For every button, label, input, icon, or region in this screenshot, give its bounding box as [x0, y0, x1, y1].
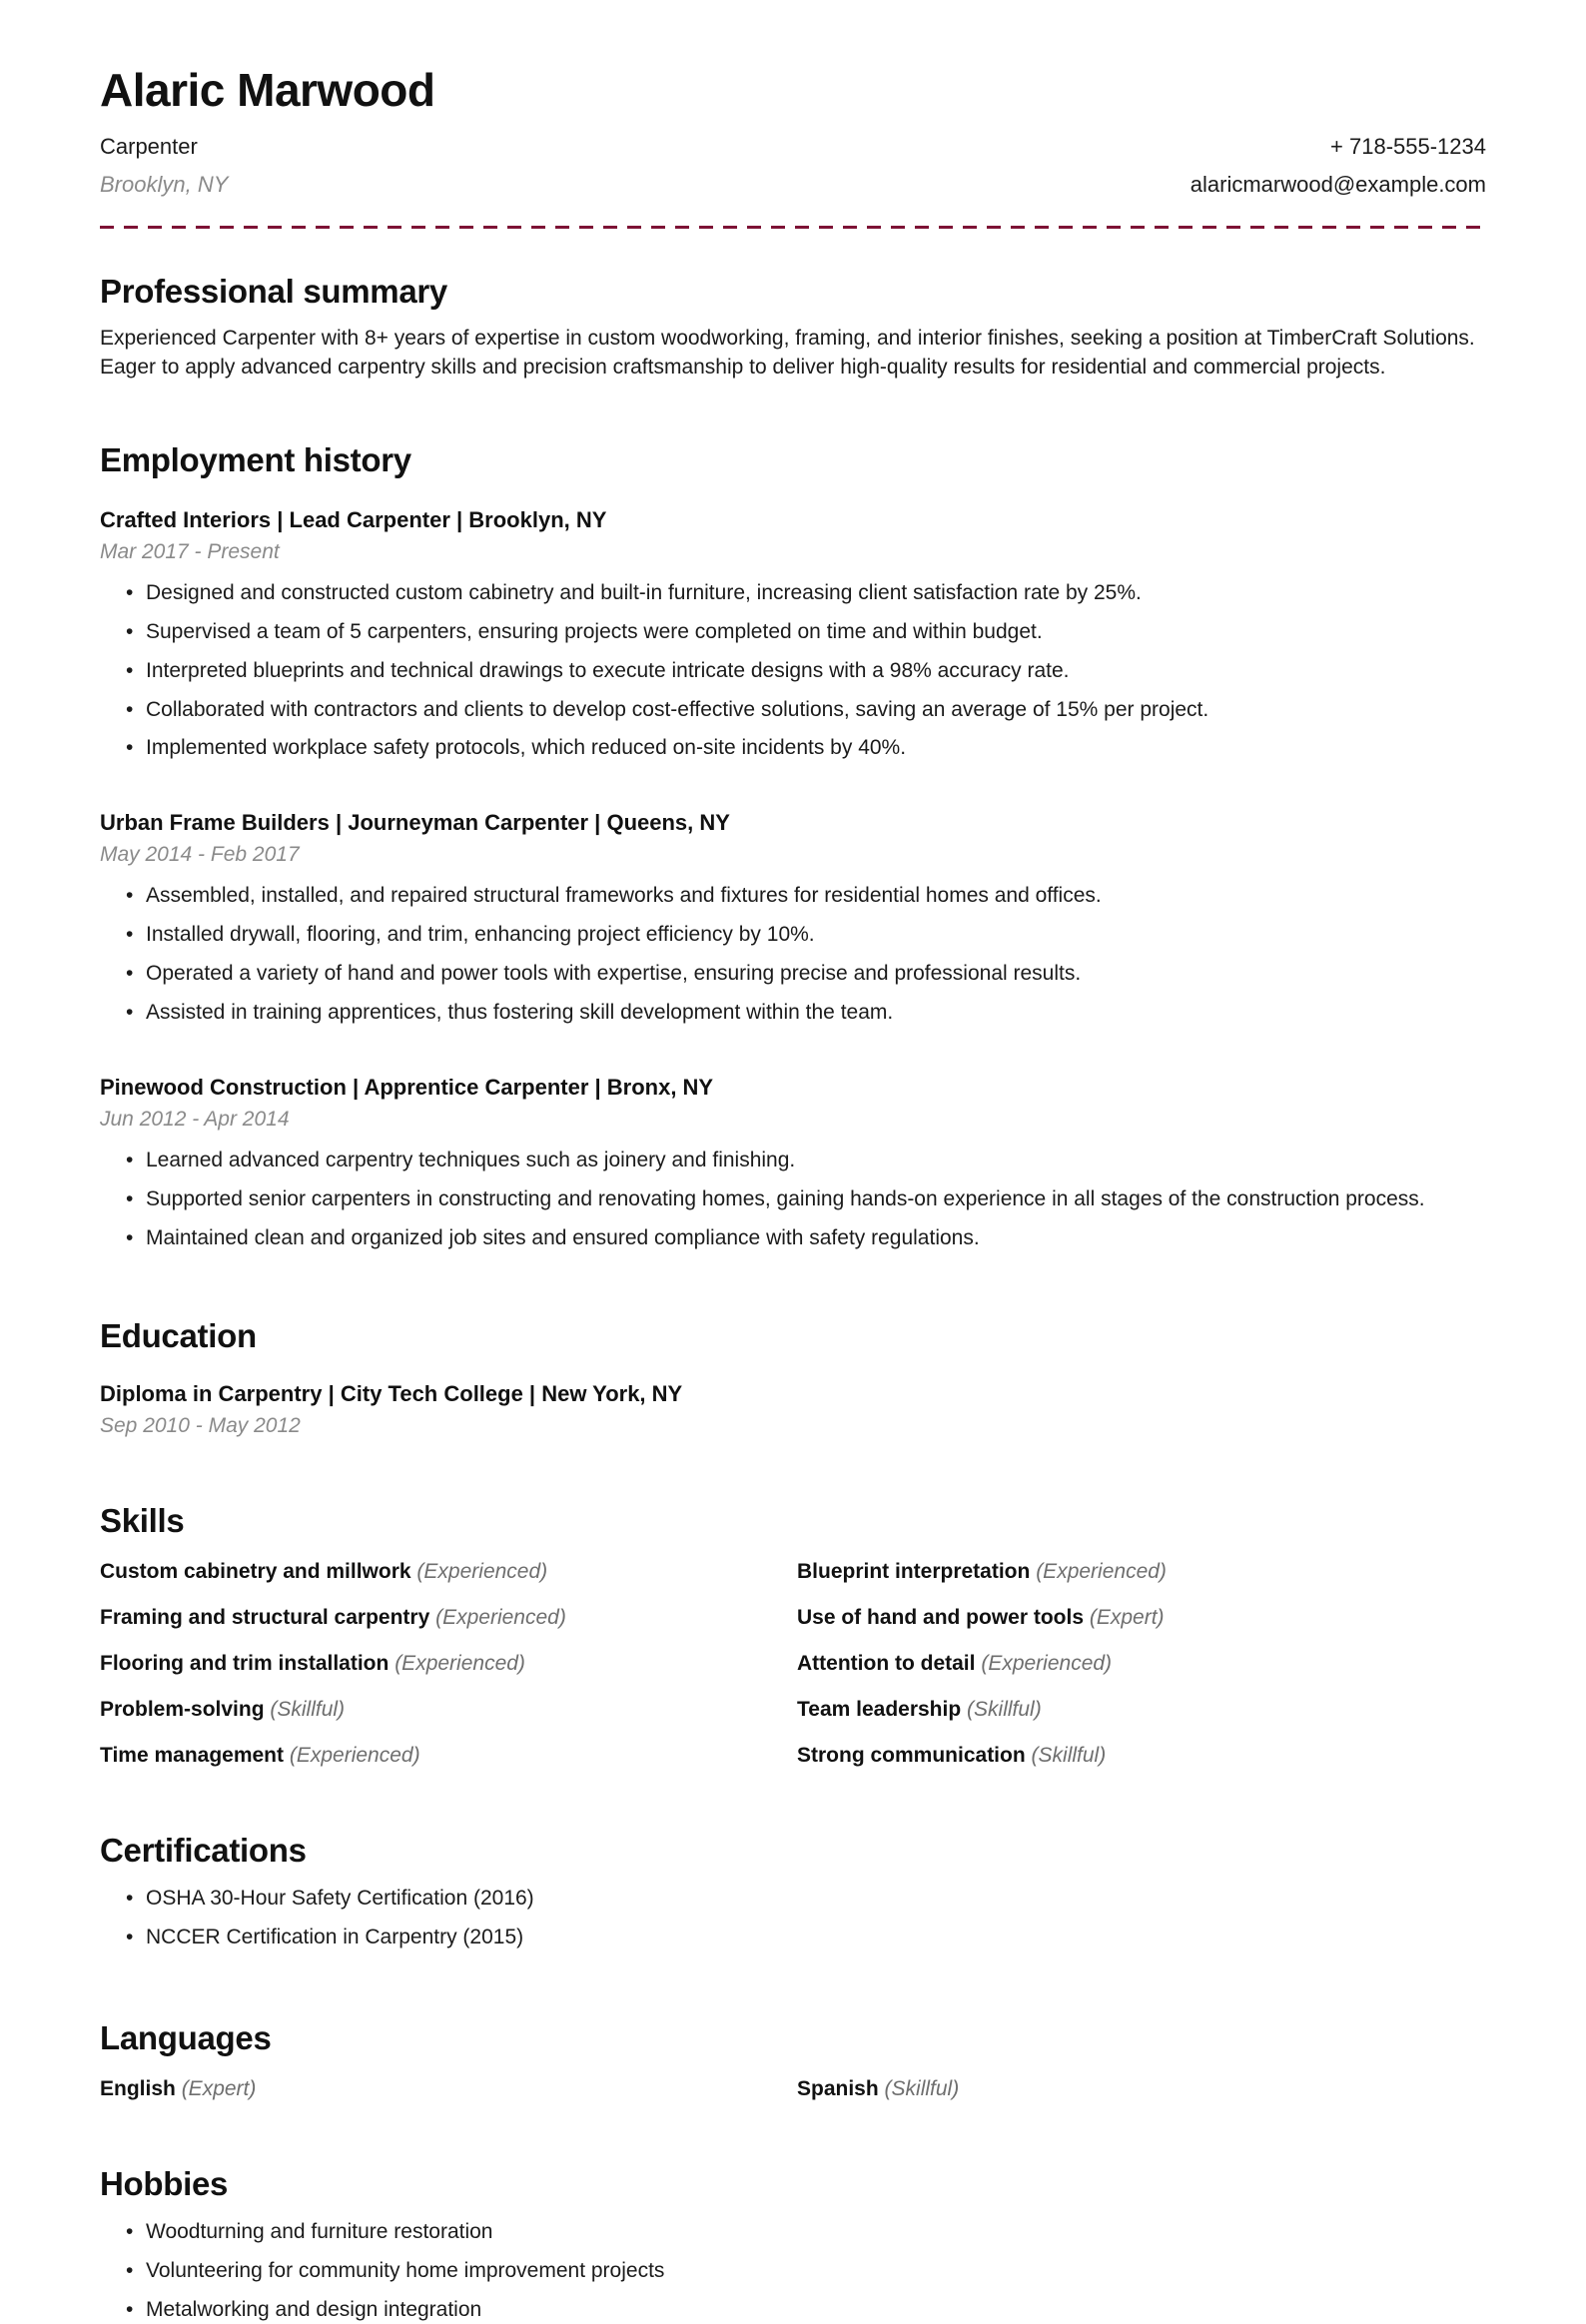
skill-name: Framing and structural carpentry	[100, 1606, 430, 1630]
education-entry	[100, 1381, 1486, 1438]
phone-number: + 718-555-1234	[1330, 134, 1486, 160]
language-name: English	[100, 2077, 176, 2101]
certifications-title: Certifications	[100, 1832, 307, 1870]
bullet-item: • Supervised a team of 5 carpenters, ensuring projects were completed on time and within budget.	[132, 619, 1486, 646]
job-heading: Urban Frame Builders | Journeyman Carpenter | Queens, NY	[100, 810, 730, 836]
skill-name: Attention to detail	[797, 1652, 976, 1676]
skill-name: Flooring and trim installation	[100, 1652, 390, 1676]
certifications-list	[100, 1886, 1486, 1951]
section-hobbies	[100, 2165, 1486, 2324]
skill-level: (Experienced)	[435, 1606, 566, 1630]
job-entry	[100, 810, 1486, 1027]
bullet-item: • Supported senior carpenters in constructing and renovating homes, gaining hands-on experience in all stages of the construction process.	[132, 1186, 1486, 1213]
bullet-item: • Woodturning and furniture restoration	[132, 2219, 1486, 2246]
bullet-item: • Metalworking and design integration	[132, 2297, 1486, 2324]
bullet-item: • Maintained clean and organized job sites and ensured compliance with safety regulations.	[132, 1225, 1486, 1252]
job-dates: Jun 2012 - Apr 2014	[100, 1107, 290, 1131]
job-dates: May 2014 - Feb 2017	[100, 843, 300, 867]
language-item	[100, 2077, 789, 2101]
language-level: (Expert)	[181, 2077, 257, 2101]
job-heading: Crafted Interiors | Lead Carpenter | Brooklyn, NY	[100, 506, 607, 532]
location: Brooklyn, NY	[100, 172, 229, 198]
languages-grid	[100, 2077, 1486, 2101]
education-title: Education	[100, 1317, 257, 1355]
bullet-item: • Implemented workplace safety protocols, which reduced on-site incidents by 40%.	[132, 735, 1486, 762]
skill-item	[100, 1698, 789, 1722]
section-summary	[100, 273, 1486, 382]
language-name: Spanish	[797, 2077, 879, 2101]
skill-level: (Experienced)	[1036, 1560, 1167, 1584]
header	[100, 66, 1486, 229]
bullet-item: • NCCER Certification in Carpentry (2015)	[132, 1925, 1486, 1951]
skill-item	[100, 1744, 789, 1768]
skill-name: Strong communication	[797, 1744, 1026, 1768]
language-level: (Skillful)	[884, 2077, 960, 2101]
hobbies-title: Hobbies	[100, 2165, 229, 2203]
person-name: Alaric Marwood	[100, 64, 435, 116]
bullet-item: • Learned advanced carpentry techniques such as joinery and finishing.	[132, 1148, 1486, 1174]
skill-level: (Skillful)	[270, 1698, 346, 1722]
skill-level: (Experienced)	[416, 1560, 548, 1584]
section-skills	[100, 1502, 1486, 1768]
job-heading: Pinewood Construction | Apprentice Carpenter | Bronx, NY	[100, 1074, 714, 1100]
job-bullet-list	[100, 883, 1486, 1027]
bullet-item: • Operated a variety of hand and power tools with expertise, ensuring precise and professional results.	[132, 961, 1486, 988]
skill-level: (Skillful)	[967, 1698, 1042, 1722]
section-languages	[100, 2019, 1486, 2101]
bullet-item: • Installed drywall, flooring, and trim, enhancing project efficiency by 10%.	[132, 922, 1486, 949]
skill-item	[797, 1606, 1486, 1630]
skill-level: (Experienced)	[981, 1652, 1113, 1676]
skill-item	[100, 1560, 789, 1584]
employment-title: Employment history	[100, 440, 411, 478]
bullet-item: • Assembled, installed, and repaired structural frameworks and fixtures for residential homes and offices.	[132, 883, 1486, 910]
section-education	[100, 1317, 1486, 1438]
skill-item	[797, 1652, 1486, 1676]
summary-title: Professional summary	[100, 273, 447, 311]
skill-level: (Skillful)	[1031, 1744, 1107, 1768]
bullet-item: • OSHA 30-Hour Safety Certification (2016)	[132, 1886, 1486, 1913]
skill-name: Team leadership	[797, 1698, 962, 1722]
skills-title: Skills	[100, 1502, 185, 1540]
education-heading: Diploma in Carpentry | City Tech College | New York, NY	[100, 1381, 683, 1407]
section-employment	[100, 441, 1486, 1252]
job-bullet-list	[100, 1148, 1486, 1252]
bullet-item: • Designed and constructed custom cabinetry and built-in furniture, increasing client satisfaction rate by 25%.	[132, 580, 1486, 607]
job-title: Carpenter	[100, 134, 198, 160]
skill-level: (Expert)	[1089, 1606, 1165, 1630]
job-entry	[100, 1075, 1486, 1252]
skill-item	[797, 1560, 1486, 1584]
job-dates: Mar 2017 - Present	[100, 539, 280, 563]
skill-item	[797, 1698, 1486, 1722]
section-certifications	[100, 1832, 1486, 1951]
skill-level: (Experienced)	[395, 1652, 525, 1676]
skill-name: Time management	[100, 1744, 285, 1768]
skill-item	[797, 1744, 1486, 1768]
language-item	[797, 2077, 1486, 2101]
bullet-item: • Volunteering for community home improvement projects	[132, 2258, 1486, 2285]
bullet-item: • Assisted in training apprentices, thus fostering skill development within the team.	[132, 1000, 1486, 1027]
skill-name: Problem-solving	[100, 1698, 265, 1722]
dashed-divider	[100, 226, 1486, 229]
skill-level: (Experienced)	[289, 1744, 420, 1768]
job-bullet-list	[100, 580, 1486, 762]
email-address: alaricmarwood@example.com	[1190, 172, 1486, 198]
job-entry	[100, 507, 1486, 762]
bullet-item: • Collaborated with contractors and clients to develop cost-effective solutions, saving an average of 15% per project.	[132, 697, 1486, 724]
skill-name: Blueprint interpretation	[797, 1560, 1031, 1584]
skills-grid	[100, 1560, 1486, 1768]
skill-name: Use of hand and power tools	[797, 1606, 1085, 1630]
skill-item	[100, 1652, 789, 1676]
bullet-item: • Interpreted blueprints and technical drawings to execute intricate designs with a 98% accuracy rate.	[132, 658, 1486, 685]
education-dates: Sep 2010 - May 2012	[100, 1414, 301, 1438]
languages-title: Languages	[100, 2019, 272, 2057]
summary-text: Experienced Carpenter with 8+ years of expertise in custom woodworking, framing, and interior finishes, seeking a position at TimberCraft Solutions. Eager to apply advanced carpentry skills and precision craftsmanship to deliver high-quality results for residential and commercial projects.	[100, 327, 1475, 379]
skill-item	[100, 1606, 789, 1630]
skill-name: Custom cabinetry and millwork	[100, 1560, 411, 1584]
hobbies-list	[100, 2219, 1486, 2324]
